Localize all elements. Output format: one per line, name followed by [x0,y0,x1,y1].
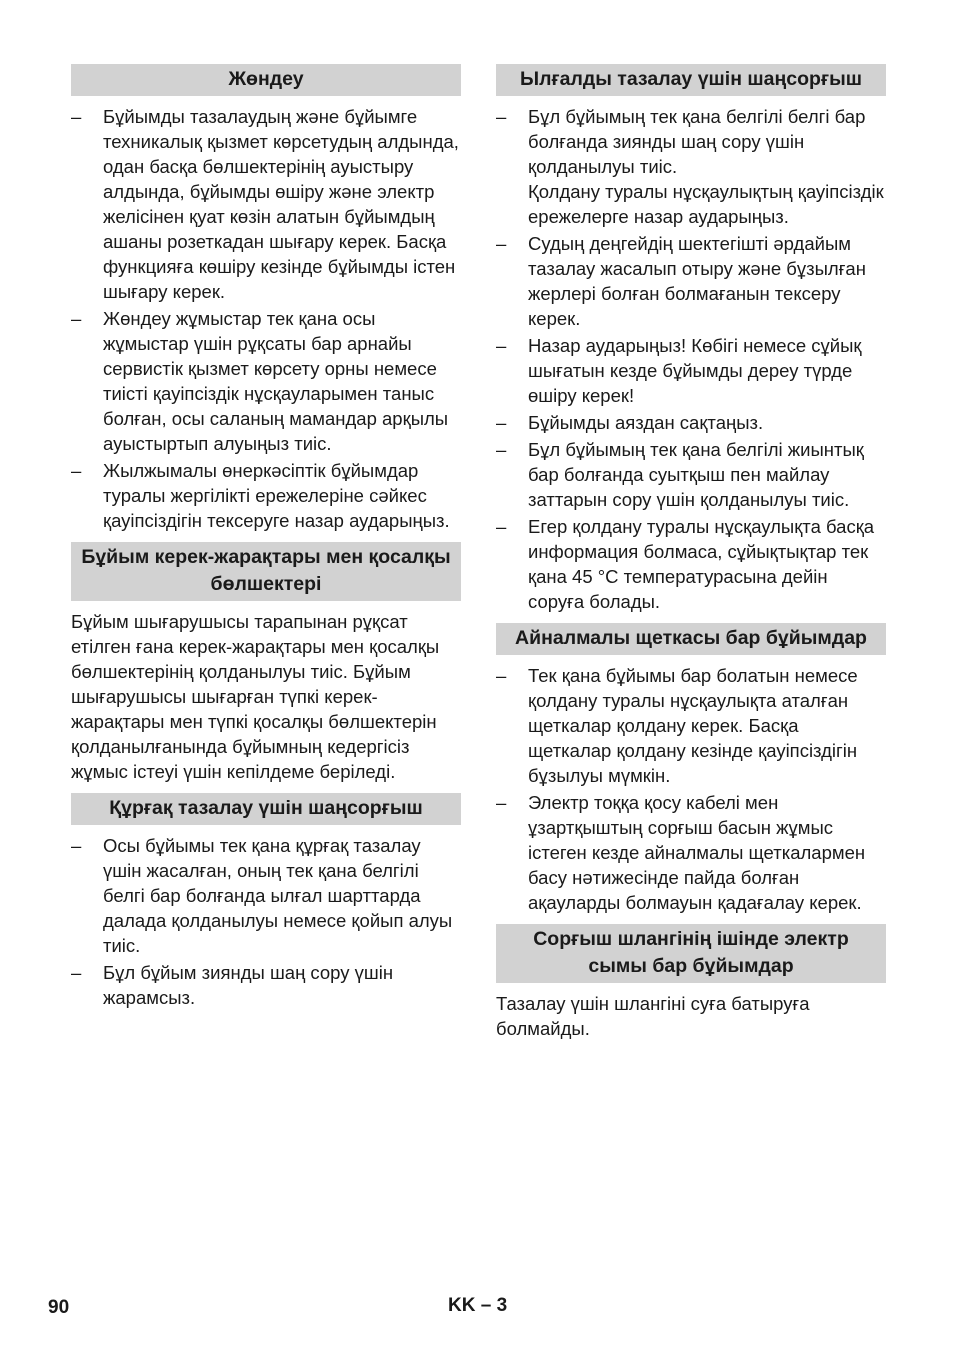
bullet-list [496,663,886,915]
dash-marker: – [496,233,507,254]
list-item [496,790,886,915]
left-column [71,64,461,1019]
list-item [496,514,886,614]
bullet-list [71,104,461,533]
bullet-list [496,104,886,614]
section-accessories [71,542,461,784]
list-item-text: Бұйымды тазалаудың және бұйымге техникалық қызмет көрсетудың алдында, одан басқа бөлшектерінің ауыстыру алдында, бұйымды өшіру және электр желісінен қуат көзін алатын бұйымдың ашаны розеткадан шығару керек. Басқа функцияға көшіру кезінде бұйымды істен шығару керек. [103,106,459,302]
list-item [496,333,886,408]
list-item [71,104,461,304]
section-heading: Құрғақ тазалау үшін шаңсорғыш [71,793,461,825]
list-item-text: Бұйымды аяздан сақтаңыз. [528,412,764,433]
dash-marker: – [71,460,82,481]
list-item-text: Судың деңгейдің шектегішті әрдайым тазалау жасалып отыру және бұзылған жерлері болған болмағанын тексеру керек. [528,233,866,329]
section-heading: Ылғалды тазалау үшін шаңсорғыш [496,64,886,96]
list-item-text: Тек қана бұйымы бар болатын немесе қолдану туралы нұсқаулықта аталған щеткалар қолдану керек. Басқа щеткалар қолдану кезінде қауіпсіздігін бұзылуы мүмкін. [528,665,858,786]
list-item [71,833,461,958]
section-paragraph: Бұйым шығарушысы тарапынан рұқсат етілген ғана керек-жарақтары мен қосалқы бөлшектерінің қолданылуы тиіс. Бұйым шығарушысы шығарған түпкі керек-жарақтары мен түпкі қосалқы бөлшектерін қолданылғанында бұйымның кедергісіз жұмыс істеуі үшін кепілдеме беріледі. [71,611,440,782]
list-item [496,104,886,229]
list-item-text: Осы бұйымы тек қана құрғақ тазалау үшін жасалған, оның тек қана белгілі белгі бар болғанда ылғал шарттарда далада қолданылуы немесе қойып алуы тиіс. [103,835,453,956]
page-number: 90 [48,1297,70,1318]
dash-marker: – [496,106,507,127]
dash-marker: – [496,412,507,433]
list-item-note: Қолдану туралы нұсқаулықтың қауіпсіздік ережелерге назар аударыңыз. [528,181,884,227]
list-item-text: Бұл бұйымың тек қана белгілі жиынтық бар болғанда суытқыш пен майлау заттарын сору үшін қолданылуы тиіс. [528,439,864,510]
list-item [496,231,886,331]
dash-marker: – [71,835,82,856]
bullet-list [71,833,461,1010]
dash-marker: – [496,439,507,460]
section-rotating-brush [496,623,886,915]
dash-marker: – [71,962,82,983]
dash-marker: – [496,516,507,537]
section-heading: Бұйым керек-жарақтары мен қосалқы бөлшектері [71,542,461,601]
dash-marker: – [496,335,507,356]
section-dry-vacuum [71,793,461,1010]
list-item [496,437,886,512]
dash-marker: – [71,308,82,329]
list-item-text: Бұл бұйым зиянды шаң сору үшін жарамсыз. [103,962,394,1008]
list-item [496,663,886,788]
list-item [71,960,461,1010]
section-heading: Сорғыш шлангінің ішінде электр сымы бар бұйымдар [496,924,886,983]
list-item [496,410,886,435]
section-heading: Айналмалы щеткасы бар бұйымдар [496,623,886,655]
list-item-text: Назар аударыңыз! Көбігі немесе сұйық шығатын кезде бұйымды дереу түрде өшіру керек! [528,335,862,406]
section-heading: Жөндеу [71,64,461,96]
section-hose-cable [496,924,886,1041]
list-item [71,306,461,456]
list-item [71,458,461,533]
list-item-text: Егер қолдану туралы нұсқаулықта басқа информация болмаса, сұйықтықтар тек қана 45 °C температурасына дейін соруға болады. [528,516,875,612]
section-paragraph: Тазалау үшін шлангіні суға батыруға болмайды. [496,993,810,1039]
right-column [496,64,886,1050]
dash-marker: – [496,792,507,813]
dash-marker: – [496,665,507,686]
list-item-text: Бұл бұйымың тек қана белгілі белгі бар болғанда зиянды шаң сору үшін қолданылуы тиіс. [528,106,866,177]
section-wet-vacuum [496,64,886,614]
list-item-text: Электр тоққа қосу кабелі мен ұзартқыштың сорғыш басын жұмыс істеген кезде айналмалы щеткалармен басу нәтижесінде пайда болған ақауларды болмауын қадағалау керек. [528,792,866,913]
footer-language-code: KK – 3 [448,1295,508,1316]
dash-marker: – [71,106,82,127]
list-item-text: Жылжымалы өнеркәсіптік бұйымдар туралы жергілікті ережелеріне сәйкес қауіпсіздігін тексеруге назар аударыңыз. [103,460,450,531]
list-item-text: Жөндеу жұмыстар тек қана осы жұмыстар үшін рұқсаты бар арнайы сервистік қызмет көрсету орны немесе тиісті қауіпсіздік нұсқауларымен таныс болған, осы саланың мамандар арқылы ауыстыртып алуыңыз тиіс. [103,308,449,454]
section-repair [71,64,461,533]
